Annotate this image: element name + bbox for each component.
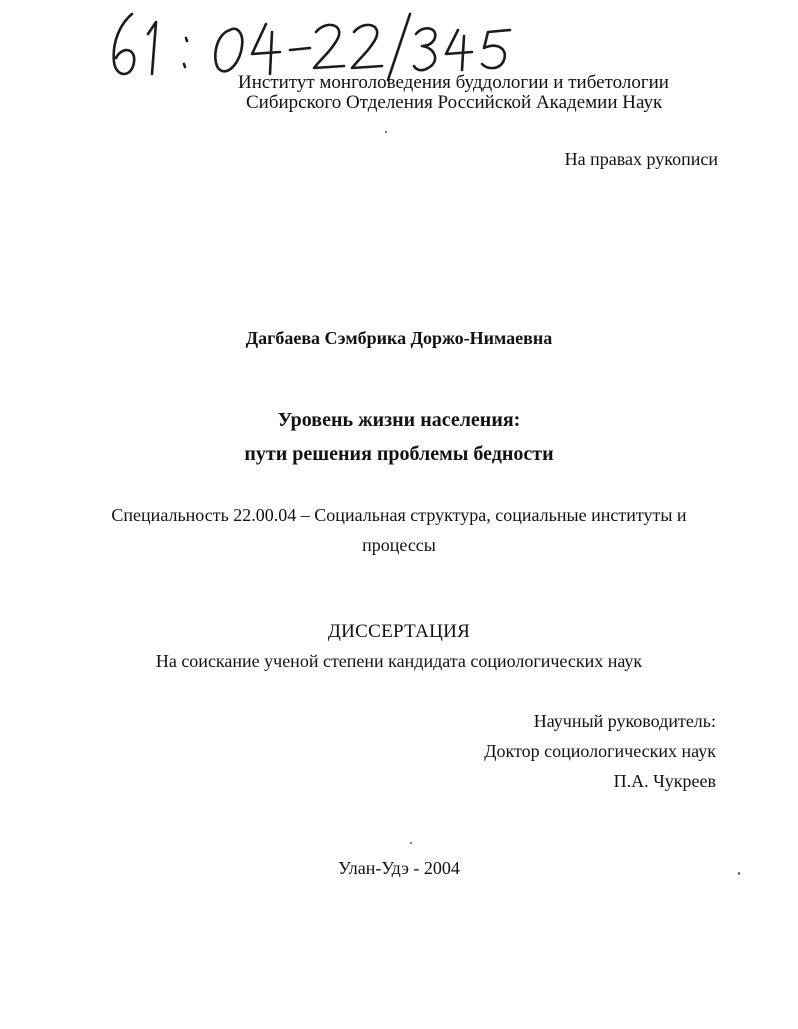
document-type: ДИССЕРТАЦИЯ: [327, 621, 471, 642]
place-year: Улан-Удэ - 2004: [338, 858, 460, 878]
scan-speck: [410, 842, 412, 844]
institute-line-2: Сибирского Отделения Российской Академии Наук: [246, 92, 663, 113]
degree-line: На соискание ученой степени кандидата социологических наук: [155, 651, 643, 671]
title-line-1: Уровень жизни населения:: [277, 409, 521, 431]
author-name: Дагбаева Сэмбрика Доржо-Нимаевна: [245, 328, 553, 348]
scan-speck: [385, 131, 387, 133]
title-line-2: пути решения проблемы бедности: [244, 443, 554, 465]
advisor-name: П.А. Чукреев: [613, 771, 716, 791]
specialty-line-2: процессы: [362, 535, 436, 555]
institute-line-1: Институт монголоведения буддологии и тибетологии: [238, 72, 669, 93]
specialty-line-1: Специальность 22.00.04 – Социальная структура, социальные институты и: [111, 505, 687, 525]
rights-note: На правах рукописи: [564, 149, 718, 169]
scan-speck: [738, 872, 740, 875]
advisor-label: Научный руководитель:: [533, 711, 716, 731]
advisor-degree: Доктор социологических наук: [484, 741, 716, 761]
